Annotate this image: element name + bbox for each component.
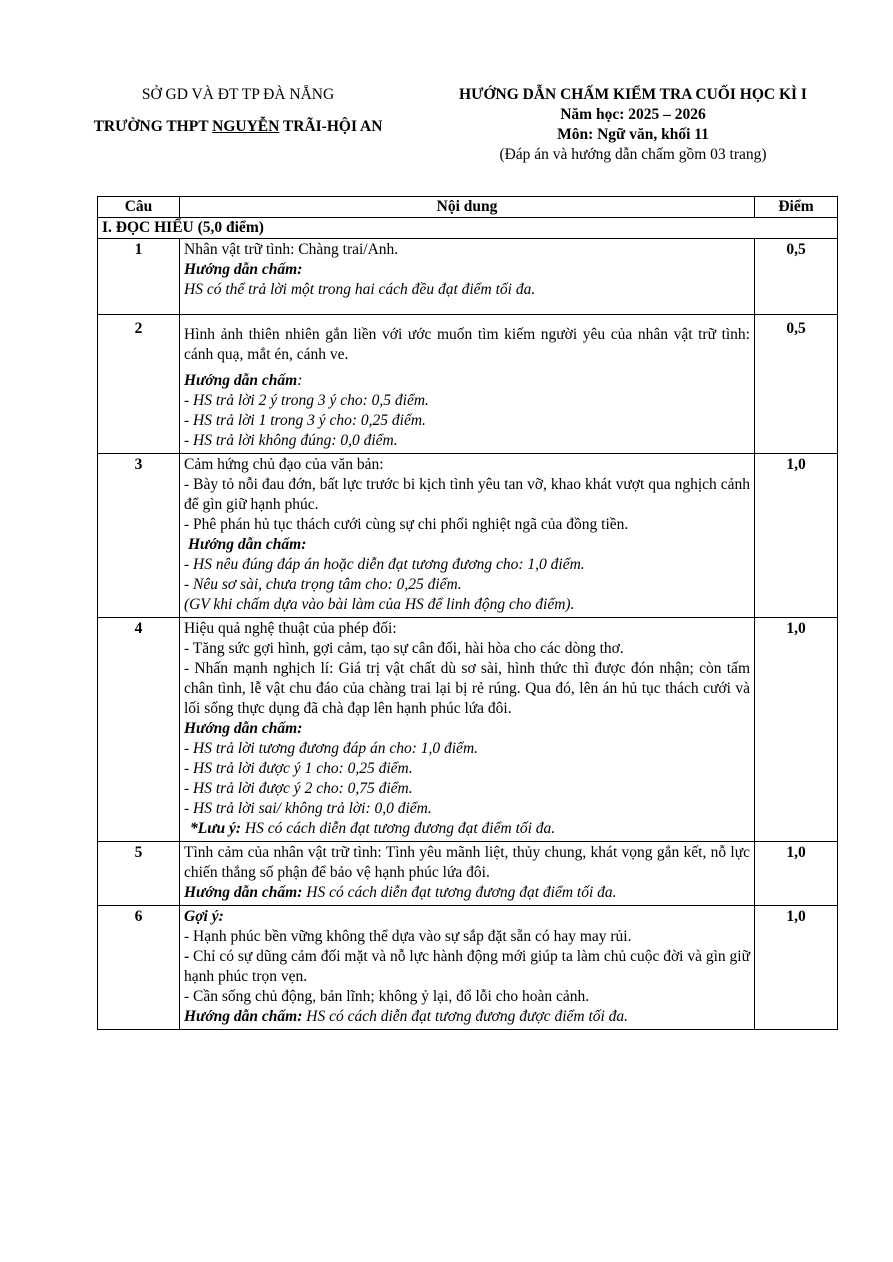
grading-guide-line (184, 883, 750, 903)
grading-guide-line: - Nêu sơ sài, chưa trọng tâm cho: 0,25 điểm. (184, 576, 462, 593)
question-number: 2 (98, 315, 180, 454)
score-cell: 0,5 (755, 239, 838, 315)
subject-line: Môn: Ngữ văn, khối 11 (557, 126, 709, 143)
answer-line: - Phê phán hủ tục thách cưới cùng sự chi phối nghiệt ngã của đồng tiền. (184, 516, 629, 533)
grading-guide-label: Hướng dẫn chấm: (188, 536, 307, 553)
answer-line (184, 947, 750, 987)
answer-content (180, 618, 755, 842)
table-row (98, 315, 838, 454)
score-cell: 1,0 (755, 842, 838, 906)
answer-line: - Tăng sức gợi hình, gợi cảm, tạo sự cân đối, hài hòa cho các dòng thơ. (184, 640, 624, 657)
score-cell: 1,0 (755, 454, 838, 618)
answer-line: - Nhấn mạnh nghịch lí: Giá trị vật chất dù sơ sài, hình thức thì được đón nhận; còn tấm chân tình, lễ vật chu đáo của chàng trai lại bị rẻ rúng. Qua đó, lên án hủ tục thách cưới và lối sống thực dụng đã chà đạp lên hạnh phúc lứa đôi. (184, 660, 750, 717)
table-row (98, 618, 838, 842)
grading-guide-line: - HS trả lời 1 trong 3 ý cho: 0,25 điểm. (184, 412, 426, 429)
note-text: HS có cách diễn đạt tương đương đạt điểm tối đa. (241, 820, 556, 837)
note-line (184, 819, 750, 839)
school-year: Năm học: 2025 – 2026 (560, 106, 706, 123)
grading-guide-line: (GV khi chấm dựa vào bài làm của HS để linh động cho điểm). (184, 596, 575, 613)
answer-line: - Bày tỏ nỗi đau đớn, bất lực trước bi kịch tình yêu tan vỡ, khao khát vượt qua nghịch cảnh để gìn giữ hạnh phúc. (184, 476, 750, 513)
hint-label: Gợi ý: (184, 908, 224, 925)
grading-guide-text: HS có cách diễn đạt tương đương được điểm tối đa. (302, 1008, 629, 1025)
answer-line: - Hạnh phúc bền vững không thể dựa vào sự sắp đặt sẵn có hay may rủi. (184, 928, 632, 945)
grading-guide-line: - HS trả lời tương đương đáp án cho: 1,0 điểm. (184, 740, 479, 757)
grading-guide-line: - HS trả lời 2 ý trong 3 ý cho: 0,5 điểm. (184, 392, 429, 409)
section-title: I. ĐỌC HIỂU (5,0 điểm) (98, 218, 838, 239)
answer-line: Tình cảm của nhân vật trữ tình: Tình yêu mãnh liệt, thủy chung, khát vọng gắn kết, nỗ lực chiến thắng số phận để bảo vệ hạnh phúc lứa đôi. (184, 844, 750, 881)
note-label: *Lưu ý: (190, 820, 242, 837)
department-name: SỞ GD VÀ ĐT TP ĐÀ NẴNG (141, 86, 335, 103)
table-row (98, 906, 838, 1030)
section-row (98, 218, 838, 239)
table-row (98, 454, 838, 618)
question-number: 3 (98, 454, 180, 618)
table-header-row (98, 197, 838, 218)
grading-guide-label: Hướng dẫn chấm: (184, 720, 303, 737)
grading-guide-label: Hướng dẫn chấm: (184, 261, 303, 278)
answer-line: - Cần sống chủ động, bản lĩnh; không ỷ lại, đổ lỗi cho hoàn cảnh. (184, 988, 590, 1005)
column-header-question: Câu (98, 197, 180, 218)
grading-table (97, 196, 838, 1030)
grading-guide-line: - HS trả lời được ý 2 cho: 0,75 điểm. (184, 780, 413, 797)
question-number: 1 (98, 239, 180, 315)
bullet-dash: - (184, 948, 190, 965)
answer-text: Chỉ có sự dũng cảm đối mặt và nỗ lực hành động mới giúp ta làm chủ cuộc đời và gìn giữ hạnh phúc trọn vẹn. (184, 948, 750, 985)
answer-content (180, 454, 755, 618)
grading-guide-line: - HS trả lời được ý 1 cho: 0,25 điểm. (184, 760, 413, 777)
grading-guide-text: HS có cách diễn đạt tương đương đạt điểm tối đa. (302, 884, 617, 901)
score-cell: 1,0 (755, 618, 838, 842)
grading-guide-label: Hướng dẫn chấm: (184, 1008, 303, 1025)
answer-line: Nhân vật trữ tình: Chàng trai/Anh. (184, 241, 399, 258)
question-number: 4 (98, 618, 180, 842)
answer-content (180, 906, 755, 1030)
score-cell: 0,5 (755, 315, 838, 454)
score-cell: 1,0 (755, 906, 838, 1030)
grading-guide-line: - HS trả lời không đúng: 0,0 điểm. (184, 432, 398, 449)
grading-guide-line: - HS trả lời sai/ không trả lời: 0,0 điểm. (184, 800, 432, 817)
question-number: 5 (98, 842, 180, 906)
school-name (68, 118, 408, 136)
table-row (98, 842, 838, 906)
grading-guide-label: Hướng dẫn chấm (184, 372, 298, 389)
grading-guide-heading (184, 371, 750, 391)
grading-guide-line (184, 1007, 750, 1027)
answer-content (180, 842, 755, 906)
school-name-part2: TRÃI-HỘI AN (279, 118, 383, 135)
table-row (98, 239, 838, 315)
answer-line: Cảm hứng chủ đạo của văn bản: (184, 456, 384, 473)
grading-guide-label: Hướng dẫn chấm: (184, 884, 303, 901)
answer-content (180, 239, 755, 315)
grading-guide-colon: : (297, 372, 303, 389)
answer-line: Hiệu quả nghệ thuật của phép đối: (184, 620, 397, 637)
grading-guide-line: - HS nêu đúng đáp án hoặc diễn đạt tương đương cho: 1,0 điểm. (184, 556, 585, 573)
question-number: 6 (98, 906, 180, 1030)
school-name-underlined: NGUYỄN (212, 118, 280, 135)
document-title: HƯỚNG DẪN CHẤM KIỂM TRA CUỐI HỌC KÌ I (459, 86, 807, 103)
page-count-note: (Đáp án và hướng dẫn chấm gồm 03 trang) (499, 146, 767, 163)
column-header-score: Điểm (755, 197, 838, 218)
grading-guide-line: HS có thể trả lời một trong hai cách đều đạt điểm tối đa. (184, 281, 536, 298)
answer-content (180, 315, 755, 454)
answer-line: Hình ảnh thiên nhiên gắn liền với ước muốn tìm kiếm người yêu của nhân vật trữ tình: cánh quạ, mắt én, cánh ve. (184, 326, 750, 363)
column-header-content: Nội dung (180, 197, 755, 218)
school-name-part1: TRƯỜNG THPT (93, 118, 213, 135)
